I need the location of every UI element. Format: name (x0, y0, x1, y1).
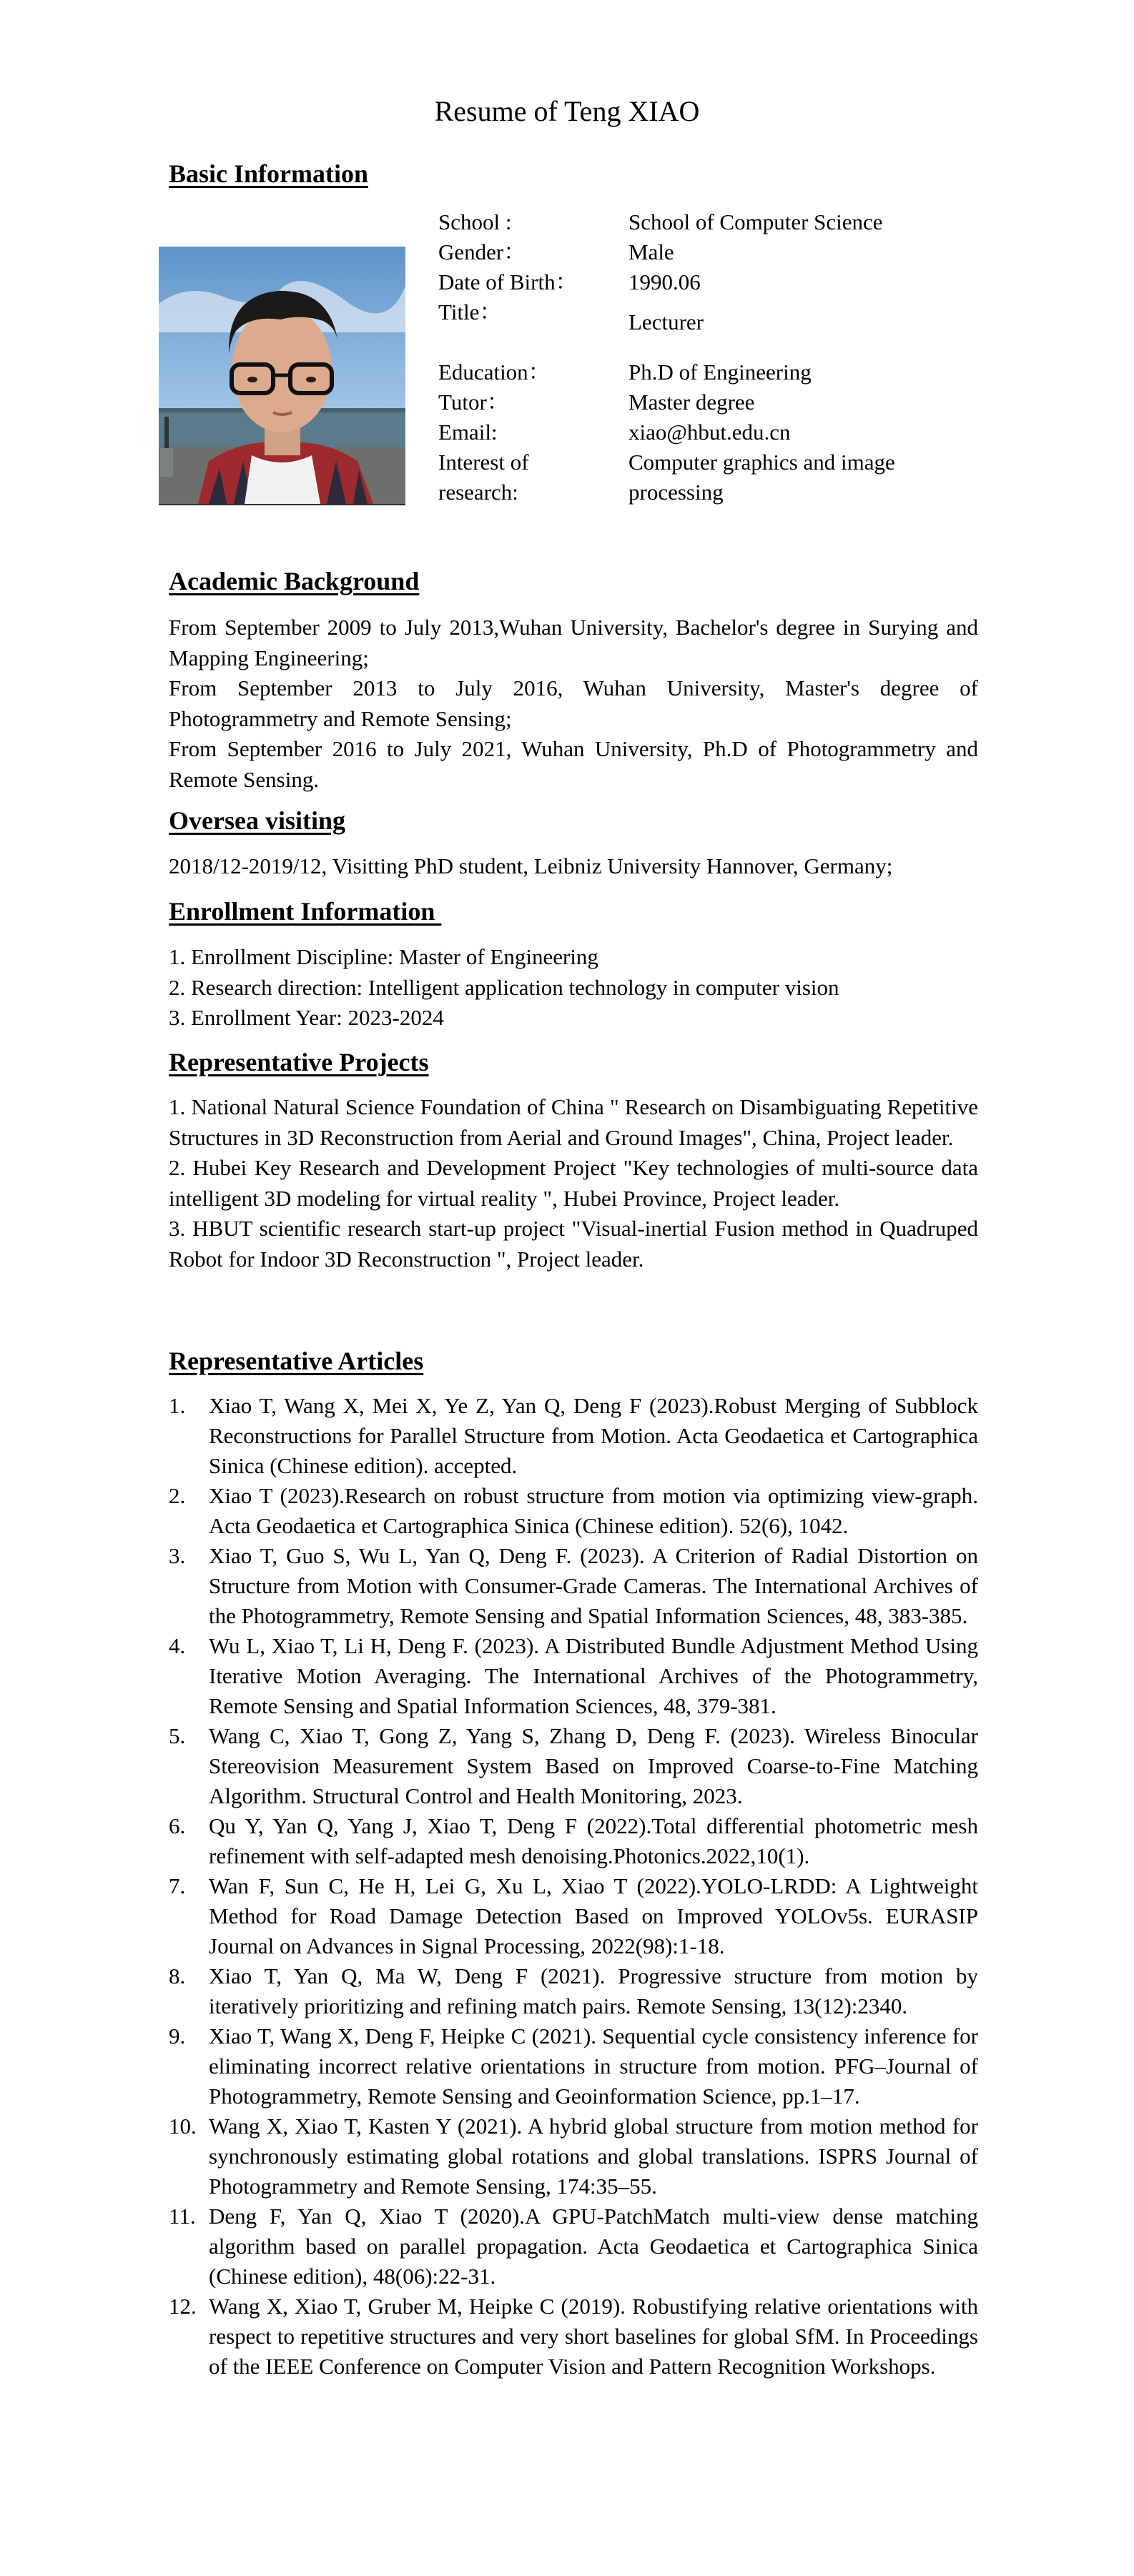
info-label: Interest of research: (438, 450, 529, 505)
article-number: 1. (169, 1393, 186, 1418)
article-number: 9. (169, 2023, 186, 2049)
article-item (169, 1721, 978, 1811)
article-text: Wang X, Xiao T, Kasten Y (2021). A hybrid global structure from motion method for synchronously estimating global rotations and global translations. ISPRS Journal of Photogrammetry and Remote Sensing, 174:35–55. (209, 2114, 978, 2199)
info-label: School : (438, 209, 512, 234)
section-enrollment-information: Enrollment Information (169, 897, 442, 926)
enrollment-entry: 1. Enrollment Discipline: Master of Engineering (169, 944, 598, 969)
article-item (169, 1631, 978, 1721)
article-number: 6. (169, 1813, 186, 1838)
info-label: Education： (438, 360, 551, 385)
article-number: 10. (169, 2114, 197, 2139)
academic-background-text (169, 613, 978, 795)
article-text: Wang C, Xiao T, Gong Z, Yang S, Zhang D, Deng F. (2023). Wireless Binocular Stereovision Measurement System Based on Improved Coarse-to-Fine Matching Algorithm. Structural Control and Health Monitoring, 2023. (209, 1723, 978, 1808)
article-number: 4. (169, 1633, 186, 1658)
article-item (169, 2021, 978, 2111)
page-title: Resume of Teng XIAO (434, 95, 700, 127)
info-value: xiao@hbut.edu.cn (628, 420, 791, 445)
article-number: 8. (169, 1963, 186, 1988)
academic-entry: From September 2016 to July 2021, Wuhan University, Ph.D of Photogrammetry and Remote Sensing. (169, 736, 978, 792)
article-number: 2. (169, 1483, 186, 1508)
article-number: 7. (169, 1873, 186, 1898)
section-representative-articles: Representative Articles (169, 1347, 424, 1375)
article-text: Wu L, Xiao T, Li H, Deng F. (2023). A Distributed Bundle Adjustment Method Using Iterative Motion Averaging. The International Archives of the Photogrammetry, Remote Sensing and Spatial Information Sciences, 48, 379-381. (209, 1633, 978, 1718)
article-text: Deng F, Yan Q, Xiao T (2020).A GPU-PatchMatch multi-view dense matching algorithm based on parallel propagation. Acta Geodaetica et Cartographica Sinica (Chinese edition), 48(06):22-31. (209, 2204, 978, 2289)
info-label: Title： (438, 299, 502, 325)
info-label: Date of Birth： (438, 269, 578, 294)
info-value: Male (628, 239, 674, 264)
article-text: Xiao T, Wang X, Deng F, Heipke C (2021). Sequential cycle consistency inference for eliminating incorrect relative orientations in structure from motion. PFG–Journal of Photogrammetry, Remote Sensing and Geoinformation Science, pp.1–17. (209, 2023, 978, 2109)
articles-list (169, 1391, 978, 2382)
info-value: 1990.06 (628, 269, 701, 294)
section-oversea-visiting: Oversea visiting (169, 806, 345, 835)
representative-projects-text (169, 1092, 978, 1274)
info-value: Computer graphics and image processing (628, 450, 895, 505)
article-item (169, 1871, 978, 1961)
info-value: School of Computer Science (628, 209, 883, 234)
enrollment-info-text (169, 942, 978, 1034)
section-basic-information: Basic Information (169, 159, 368, 188)
article-text: Wang X, Xiao T, Gruber M, Heipke C (2019). Robustifying relative orientations with respect to repetitive structures and very short baselines for global SfM. In Proceedings of the IEEE Conference on Computer Vision and Pattern Recognition Workshops. (209, 2294, 978, 2379)
project-entry: 3. HBUT scientific research start-up project "Visual-inertial Fusion method in Quadruped Robot for Indoor 3D Reconstruction ", Project leader. (169, 1216, 978, 1272)
article-text: Xiao T, Guo S, Wu L, Yan Q, Deng F. (2023). A Criterion of Radial Distortion on Structure from Motion with Consumer-Grade Cameras. The International Archives of the Photogrammetry, Remote Sensing and Spatial Information Sciences, 48, 383-385. (209, 1543, 978, 1628)
article-text: Xiao T, Yan Q, Ma W, Deng F (2021). Progressive structure from motion by iteratively prioritizing and refining match pairs. Remote Sensing, 13(12):2340. (209, 1963, 978, 2018)
article-item (169, 1961, 978, 2021)
info-value: Lecturer (628, 309, 704, 335)
academic-entry: From September 2009 to July 2013,Wuhan University, Bachelor's degree in Surying and Mapping Engineering; (169, 615, 978, 670)
article-item (169, 2111, 978, 2201)
article-number: 12. (169, 2294, 197, 2319)
academic-entry: From September 2013 to July 2016, Wuhan University, Master's degree of Photogrammetry and Remote Sensing; (169, 675, 978, 731)
article-number: 5. (169, 1723, 186, 1748)
section-representative-projects: Representative Projects (169, 1048, 429, 1076)
article-number: 11. (169, 2204, 196, 2229)
oversea-entry: 2018/12-2019/12, Visitting PhD student, Leibniz University Hannover, Germany; (169, 853, 893, 878)
profile-photo (159, 247, 405, 505)
article-text: Xiao T, Wang X, Mei X, Ye Z, Yan Q, Deng F (2023).Robust Merging of Subblock Reconstructions for Parallel Structure from Motion. Acta Geodaetica et Cartographica Sinica (Chinese edition). accepted. (209, 1393, 978, 1478)
section-academic-background: Academic Background (169, 567, 420, 595)
article-text: Qu Y, Yan Q, Yang J, Xiao T, Deng F (2022).Total differential photometric mesh refinement with self-adapted mesh denoising.Photonics.2022,10(1). (209, 1813, 978, 1868)
enrollment-entry: 2. Research direction: Intelligent application technology in computer vision (169, 974, 839, 1000)
article-item (169, 2292, 978, 2382)
info-value: Master degree (628, 390, 755, 415)
article-item (169, 1391, 978, 1481)
project-entry: 1. National Natural Science Foundation of China " Research on Disambiguating Repetitive Structures in 3D Reconstruction from Aerial and Ground Images", China, Project leader. (169, 1094, 978, 1150)
project-entry: 2. Hubei Key Research and Development Project "Key technologies of multi-source data intelligent 3D modeling for virtual reality ", Hubei Province, Project leader. (169, 1155, 978, 1211)
enrollment-entry: 3. Enrollment Year: 2023-2024 (169, 1005, 444, 1030)
article-item (169, 1481, 978, 1541)
article-text: Wan F, Sun C, He H, Lei G, Xu L, Xiao T (2022).YOLO-LRDD: A Lightweight Method for Road Damage Detection Based on Improved YOLOv5s. EURASIP Journal on Advances in Signal Processing, 2022(98):1-18. (209, 1873, 978, 1958)
article-item (169, 1541, 978, 1631)
info-label: Tutor： (438, 390, 509, 415)
article-text: Xiao T (2023).Research on robust structure from motion via optimizing view-graph. Acta Geodaetica et Cartographica Sinica (Chinese edition). 52(6), 1042. (209, 1483, 978, 1538)
oversea-visiting-text (169, 851, 978, 882)
info-label: Email: (438, 420, 498, 445)
info-label: Gender： (438, 239, 526, 264)
article-number: 3. (169, 1543, 186, 1568)
article-item (169, 2201, 978, 2292)
info-value: Ph.D of Engineering (628, 360, 812, 385)
article-item (169, 1811, 978, 1871)
